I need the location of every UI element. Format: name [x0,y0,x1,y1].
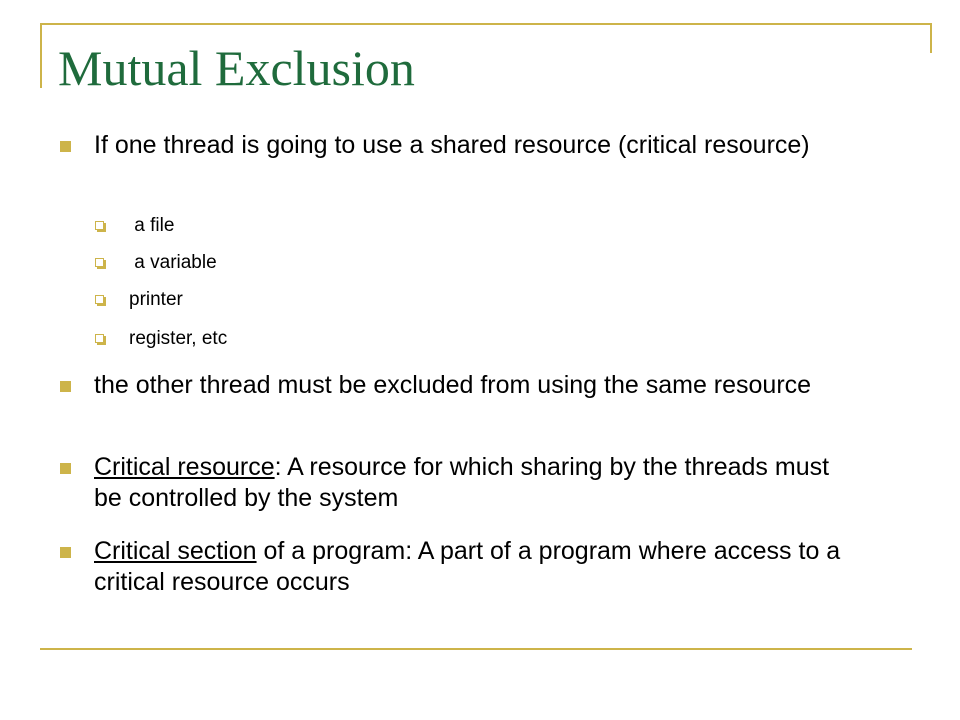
defined-term: Critical section [94,537,257,565]
hollow-square-bullet-icon [95,334,104,343]
sub-bullet-text: a variable [129,252,217,273]
bullet-text: If one thread is going to use a shared resource (critical resource) [94,131,810,159]
square-bullet-icon [60,547,71,558]
definition-text: of a program: A part of a program where access to a critical resource occurs [94,537,841,596]
square-bullet-icon [60,381,71,392]
square-bullet-icon [60,463,71,474]
sub-bullet-text: register, etc [129,328,228,349]
defined-term: Critical resource [94,453,275,481]
square-bullet-icon [60,141,71,152]
definition-text: : A resource for which sharing by the threads must be controlled by the system [94,453,830,512]
hollow-square-bullet-icon [95,295,104,304]
sub-bullet-text: printer [129,289,183,310]
bullet-text [94,536,854,598]
bullet-text [94,452,854,514]
slide-title: Mutual Exclusion [58,40,415,96]
sub-bullet-text: a file [129,215,175,236]
hollow-square-bullet-icon [95,221,104,230]
bullet-text: the other thread must be excluded from using the same resource [94,371,812,399]
hollow-square-bullet-icon [95,258,104,267]
